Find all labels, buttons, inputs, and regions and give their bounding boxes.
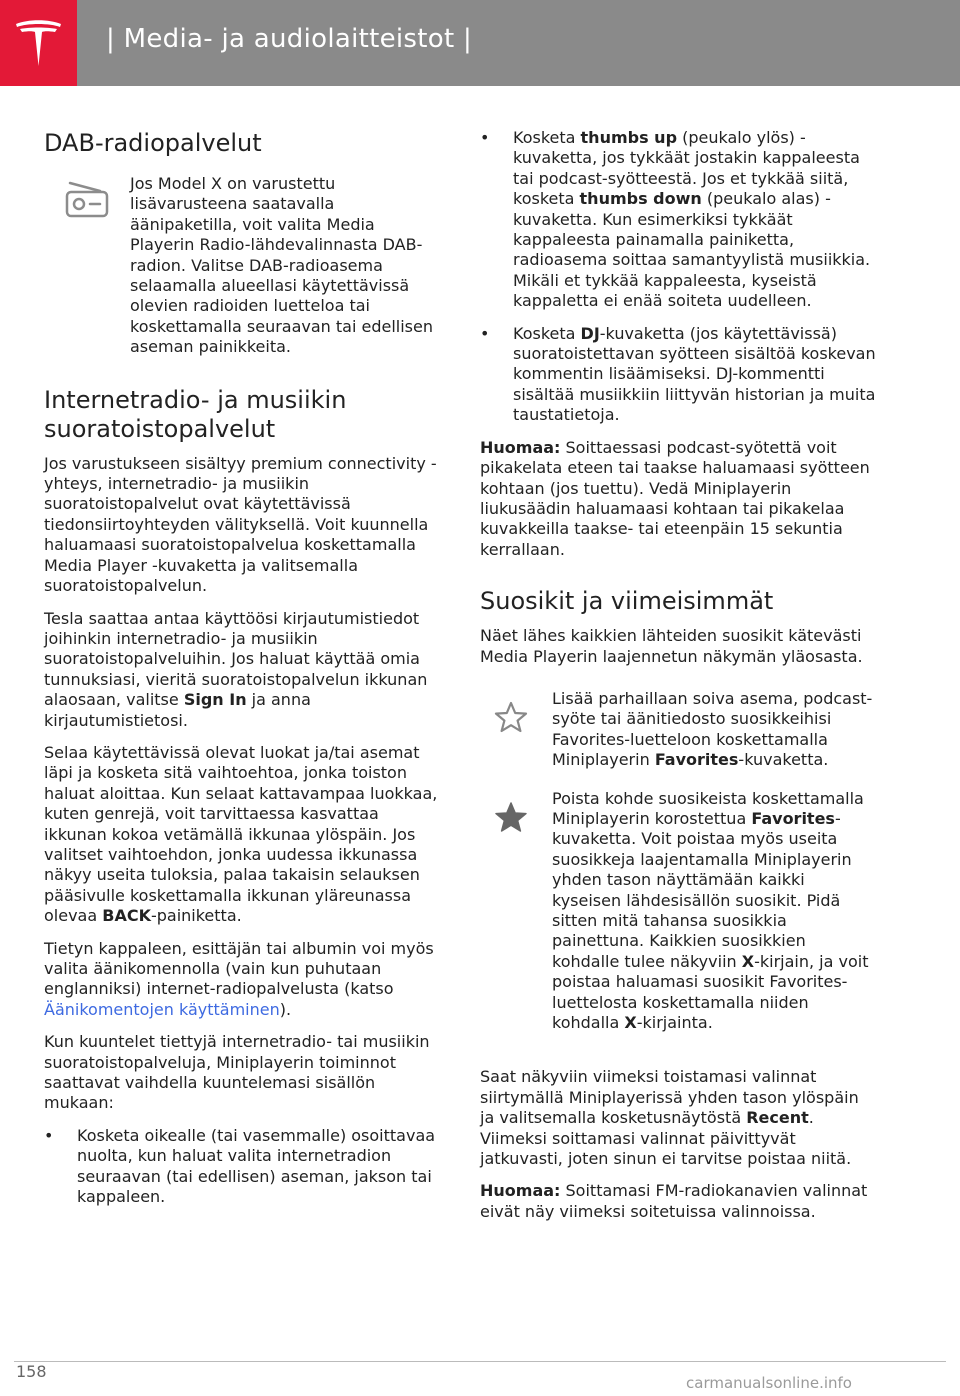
note-label: Huomaa: [480,437,561,457]
bullet-item [480,324,876,426]
paragraph: Kun kuuntelet tiettyjä internetradio- tai musiikin suoratoistopalveluja, Miniplayerin toiminnot saattavat vaihdella kuuntelemasi sisällön mukaan: [44,1032,430,1113]
back-label: BACK [102,906,151,926]
star-filled-cell [480,789,552,1034]
star-filled-icon [494,801,528,833]
page-number: 158 [16,1362,47,1381]
star-outline-cell [480,689,552,771]
bullet-dot: • [480,323,490,343]
bullet-dot: • [480,128,490,147]
paragraph: Tietyn kappaleen, esittäjän tai albumin voi myös valita äänikomennolla (vain kun puhutaan englanniksi) internet-radiopalvelusta (katso Äänikomentojen käyttäminen). [44,938,434,1019]
bullet-item [44,1126,440,1208]
note: Huomaa: Soittamasi FM-radiokanavien valinnat eivät näy viimeksi soitetuissa valinnoissa. [480,1181,868,1221]
radio-icon [64,180,110,220]
dj-label: DJ [580,323,600,343]
bullet-dot: • [44,1125,54,1145]
section-title: | Media- ja audiolaitteistot | [106,24,473,54]
thumbs-up-label: thumbs up [580,128,678,147]
internet-radio-heading: Internetradio- ja musiikin suoratoistopalvelut [44,385,347,443]
add-favorite-block [480,689,876,771]
right-column [480,128,876,1234]
tesla-logo-icon [14,18,63,68]
dab-heading: DAB-radiopalvelut [44,129,262,157]
remove-favorite-text: Poista kohde suosikeista koskettamalla Miniplayerin korostettua Favorites-kuvaketta. Voit poistaa myös useita suosikkeja laajentamalla Miniplayerin yhden tason näyttämään kaikki kyseisen lähdesisällön suosikit. Pidä sitten mitä tahansa suosikkia painettuna. Kaikkien suosikkien kohdalle tulee näkyviin X-kirjain, ja voit poistaa haluamasi suosikit Favorites-luettelosta koskettamalla niiden kohdalla X-kirjainta. [552,788,869,1033]
add-favorite-text: Lisää parhaillaan soiva asema, podcast-syöte tai äänitiedosto suosikkeihisi Favorites-luetteloon koskettamalla Miniplayerin Favorites-kuvaketta. [552,688,873,770]
page-header [0,0,960,86]
note-label: Huomaa: [480,1181,561,1201]
tesla-logo [0,0,77,86]
voice-commands-link[interactable]: Äänikomentojen käyttäminen [44,999,280,1019]
paragraph: Selaa käytettävissä olevat luokat ja/tai asemat läpi ja kosketa sitä vaihtoehtoa, jonka toiston haluat aloittaa. Kun selaat kattavampaa luokkaa, kuten genrejä, voit tarvittaessa kasvattaa ikkunan kokoa vetämällä ikkunaa ylöspäin. Jos valitset vaihtoehdon, jonka uudessa ikkunassa näkyy useita tuloksia, palaa takaisin selauksen pääsivulle koskettamalla ikkunan yläreunassa olevaa BACK-painiketta. [44,742,438,926]
x-label: X [624,1013,637,1033]
thumbs-down-label: thumbs down [579,189,702,209]
note: Huomaa: Soittaessasi podcast-syötettä voit pikakelata eteen tai taakse haluamaasi syötteen kohtaan (jos tuettu). Vedä Miniplayerin liukusäädin haluamaasi kohtaan tai pikakelaa kuvakkeilla taakse- tai eteenpäin 15 sekuntia kerrallaan. [480,437,870,559]
sign-in-label: Sign In [183,690,247,710]
bullet-text: Kosketa thumbs up (peukalo ylös) -kuvaketta, jos tykkäät jostakin kappaleesta tai podcast-syötteestä. Jos et tykkää siitä, kosketa thumbs down (peukalo alas) -kuvaketta. Kun esimerkiksi tykkäät kappaleesta painamalla painiketta, radioasema soittaa samantyylistä musiikkia. Mikäli et tykkää kappaleesta, kyseistä kappaletta ei enää soiteta uudelleen. [513,128,871,311]
recent-label: Recent [746,1108,809,1128]
left-column [44,118,440,1219]
remove-favorite-block [480,789,876,1034]
favorites-heading: Suosikit ja viimeisimmät [480,587,774,616]
bullet-item [480,128,876,312]
x-label: X [741,951,755,971]
footer-divider [14,1361,946,1362]
bullet-text: Kosketa oikealle (tai vasemmalle) osoittavaa nuolta, kun haluat valita internetradion seuraavan (tai edellisen) aseman, jakson tai kappaleen. [77,1125,436,1207]
favorites-label: Favorites [654,750,739,770]
watermark: carmanualsonline.info [686,1374,852,1392]
star-outline-icon [494,701,528,733]
dab-info-block [44,174,440,358]
paragraph: Jos varustukseen sisältyy premium connectivity -yhteys, internetradio- ja musiikin suoratoistopalvelut ovat käytettävissä tiedonsiirtoyhteyden välityksellä. Voit kuunnella haluamaasi suoratoistopalvelua koskettamalla Media Player -kuvaketta ja valitsemalla suoratoistopalvelun. [44,453,437,596]
paragraph: Näet lähes kaikkien lähteiden suosikit kätevästi Media Playerin laajennetun näkymän yläosasta. [480,626,863,666]
dab-description: Jos Model X on varustettu lisävarusteena saatavalla äänipaketilla, voit valita Media Playerin Radio-lähdevalinnasta DAB-radion. Valitse DAB-radioasema selaamalla alueellasi käytettävissä olevien radioiden luetteloa tai koskettamalla seuraavan tai edellisen aseman painikkeita. [130,174,433,357]
paragraph: Saat näkyviin viimeksi toistamasi valinnat siirtymällä Miniplayerissä yhden tason ylöspäin ja valitsemalla kosketusnäytöstä Recent. Viimeksi soittamasi valinnat päivittyvät jatkuvasti, joten sinun ei tarvitse poistaa niitä. [480,1067,859,1169]
favorites-label: Favorites [751,808,835,828]
radio-icon-cell [44,174,130,358]
bullet-text: Kosketa DJ-kuvaketta (jos käytettävissä) suoratoistettavan syötteen sisältöä koskevan kommentin lisäämiseksi. DJ-kommentti sisältää musiikkiin liittyvän historian ja muita taustatietoja. [513,323,876,425]
paragraph: Tesla saattaa antaa käyttöösi kirjautumistiedot joihinkin internetradio- ja musiikin suoratoistopalveluihin. Jos haluat käyttää omia tunnuksiasi, vieritä suoratoistopalvelun ikkunan alaosaan, valitse Sign In ja anna kirjautumistietosi. [44,608,428,730]
